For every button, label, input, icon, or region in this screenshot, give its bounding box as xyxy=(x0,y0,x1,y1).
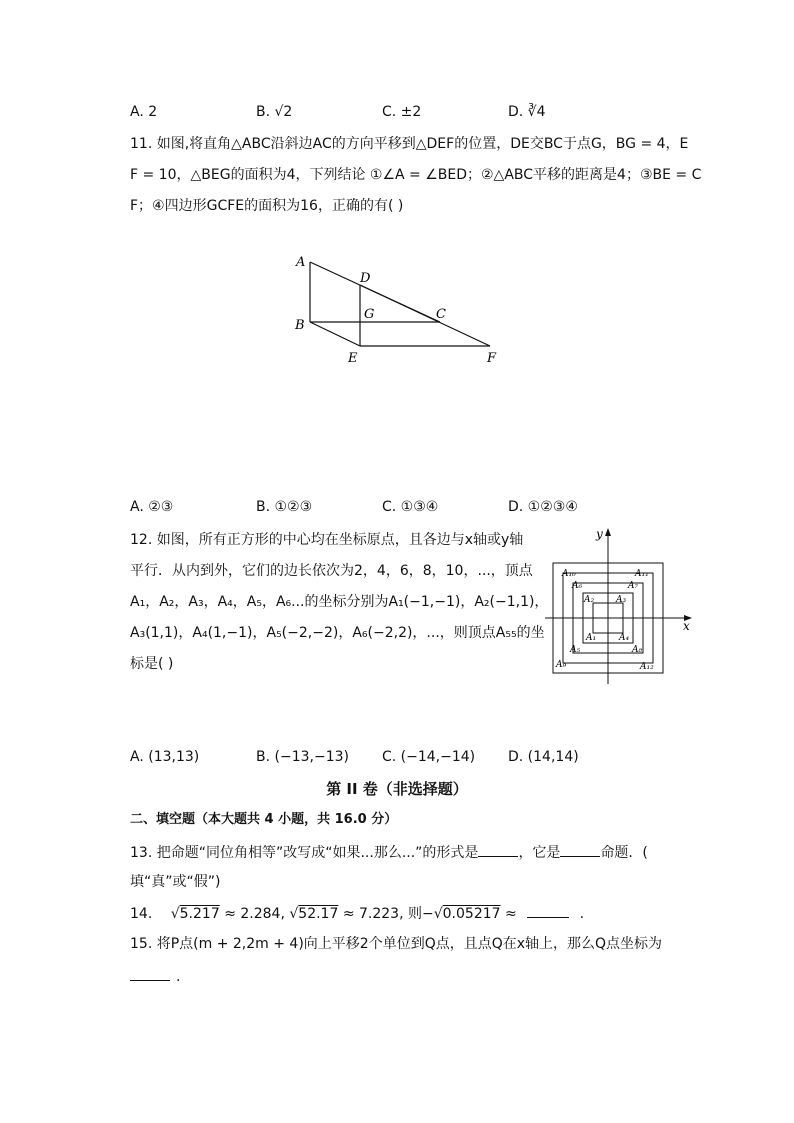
label-a12: A₁₂ xyxy=(640,662,654,672)
q12-line-4: A₃(1,1)，A₄(1,−1)，A₅(−2,−2)，A₆(−2,2)，...，则顶点A₅₅的坐 xyxy=(130,625,545,641)
y-arrow xyxy=(605,528,611,536)
q14-eq-1: ≈ 2.284, xyxy=(224,906,285,922)
section-2-title: 第 II 卷（非选择题） xyxy=(326,780,468,798)
label-a4: A₄ xyxy=(619,633,630,643)
label-a8: A₈ xyxy=(632,645,643,655)
q15-line-2 xyxy=(130,966,180,987)
q10-option-b: B. √2 xyxy=(256,104,293,120)
label-x: x xyxy=(683,619,690,633)
q14-root-1: √5.217 xyxy=(170,906,220,922)
q12-option-a: A. (13,13) xyxy=(130,749,200,765)
edge-be xyxy=(310,322,360,346)
q14-blank[interactable] xyxy=(527,903,569,918)
q13-line-1 xyxy=(130,842,648,863)
q13-line-2: 填“真”或“假”) xyxy=(130,874,221,890)
fill-in-header: 二、填空题（本大题共 4 小题，共 16.0 分） xyxy=(130,812,398,827)
q11-line-2: F = 10，△BEG的面积为4，下列结论 ①∠A = ∠BED；②△ABC平移的距离是4；③BE = C xyxy=(130,167,702,183)
label-c: C xyxy=(436,307,446,322)
label-b: B xyxy=(295,318,305,333)
q10-option-c: C. ±2 xyxy=(382,104,422,120)
label-a9: A₉ xyxy=(556,660,567,670)
label-a2: A₂ xyxy=(584,595,595,605)
q11-line-1: 11. 如图,将直角△ABC沿斜边AC的方向平移到△DEF的位置，DE交BC于点G，BG = 4，E xyxy=(130,136,689,152)
q11-figure xyxy=(290,250,510,370)
q14-eq-3: ≈ xyxy=(505,906,517,922)
q15-blank[interactable] xyxy=(130,966,170,981)
q11-option-a: A. ②③ xyxy=(130,499,174,515)
q15-tail: . xyxy=(176,969,181,985)
q14-tail: . xyxy=(579,906,585,922)
q11-line-3: F；④四边形GCFE的面积为16，正确的有( ) xyxy=(130,198,404,214)
label-d: D xyxy=(360,271,371,286)
label-a6: A₆ xyxy=(572,581,583,591)
label-a10: A₁₀ xyxy=(562,569,576,579)
label-a7: A₇ xyxy=(628,581,639,591)
q11-option-b: B. ①②③ xyxy=(256,499,313,515)
q12-option-b: B. (−13,−13) xyxy=(256,749,349,765)
label-a1: A₁ xyxy=(586,633,597,643)
label-e: E xyxy=(348,351,358,366)
q10-option-d: D. ∛4 xyxy=(508,104,546,120)
q11-option-d: D. ①②③④ xyxy=(508,499,578,515)
q14-number: 14. xyxy=(130,906,153,922)
label-a5: A₅ xyxy=(570,645,581,655)
q14-line xyxy=(130,903,584,924)
q13-text-a: 13. 把命题“同位角相等”改写成“如果...那么...”的形式是 xyxy=(130,845,479,861)
q12-option-c: C. (−14,−14) xyxy=(382,749,476,765)
q12-line-1: 12. 如图，所有正方形的中心均在坐标原点，且各边与x轴或y轴 xyxy=(130,532,524,548)
q15-line-1: 15. 将P点(m + 2,2m + 4)向上平移2个单位到Q点，且点Q在x轴上，那么Q点坐标为 xyxy=(130,936,663,952)
q12-line-3: A₁，A₂，A₃，A₄，A₅，A₆...的坐标分别为A₁(−1,−1)，A₂(−1,1)， xyxy=(130,594,549,610)
q11-option-c: C. ①③④ xyxy=(382,499,439,515)
edge-df xyxy=(360,285,490,346)
q10-option-a: A. 2 xyxy=(130,104,158,120)
q14-root-2: √52.17 xyxy=(289,906,339,922)
q12-figure xyxy=(540,526,700,686)
q12-line-2: 平行．从内到外，它们的边长依次为2，4，6，8，10，...，顶点 xyxy=(130,563,533,579)
q14-eq-2: ≈ 7.223, 则− xyxy=(342,906,434,922)
q13-text-c: 命题．( xyxy=(600,845,648,861)
q14-root-3: √0.05217 xyxy=(433,906,501,922)
label-f: F xyxy=(487,351,497,366)
label-g: G xyxy=(364,307,375,322)
q12-option-d: D. (14,14) xyxy=(508,749,579,765)
q13-blank-2[interactable] xyxy=(560,842,600,857)
label-a3: A₃ xyxy=(616,595,627,605)
label-a11: A₁₁ xyxy=(635,569,649,579)
q13-text-b: ，它是 xyxy=(518,845,561,861)
label-a: A xyxy=(296,255,306,270)
q12-line-5: 标是( ) xyxy=(130,656,174,672)
q13-blank-1[interactable] xyxy=(478,842,518,857)
label-y: y xyxy=(596,527,603,541)
